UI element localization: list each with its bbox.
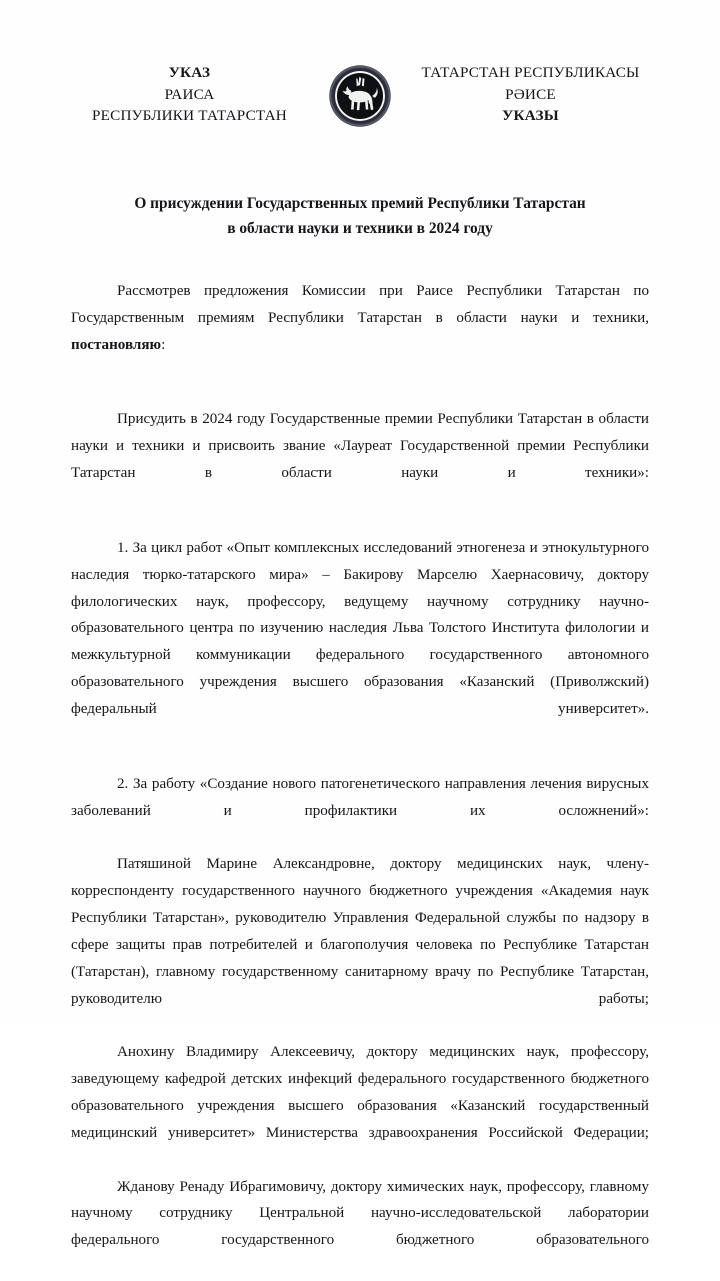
document-title-line-2: в области науки и техники в 2024 году (227, 219, 493, 237)
masthead-right-heading (403, 62, 658, 127)
document-title (90, 192, 630, 242)
paragraph-preamble-text-a: Рассмотрев предложения Комиссии при Раисе Республики Татарстан по Государственным премиям Республики Татарстан в области науки и техники, (71, 282, 649, 326)
paragraph-item-2: 2. За работу «Создание нового патогенетического направления лечения вирусных заболеваний и профилактики их осложнений»: (71, 775, 649, 819)
document-title-line-1: О присуждении Государственных премий Республики Татарстан (134, 195, 586, 212)
paragraph-preamble (71, 278, 649, 385)
paragraph-award-declaration: Присудить в 2024 году Государственные премии Республики Татарстан в области науки и техники и присвоить звание «Лауреат Государственной премии Республики Татарстан в области науки и техники»: (71, 411, 649, 482)
masthead-left-line-3: РЕСПУБЛИКИ ТАТАРСТАН (92, 107, 287, 125)
paragraph-item-1: 1. За цикл работ «Опыт комплексных исследований этногенеза и этнокультурного наследия тюрко-татарского мира» – Бакирову Марселю Хаернасовичу, доктору филологических наук, профессору, ведущему научному сотруднику научно-образовательного центра по изучению наследия Льва Толстого Института филологии и межкультурной коммуникации федерального государственного автономного образовательного учреждения высшего образования «Казанский (Приволжский) федеральный университет». (71, 539, 649, 717)
paragraph-preamble-text-b: : (161, 336, 166, 353)
masthead-right-line-1: ТАТАРСТАН РЕСПУБЛИКАСЫ (421, 64, 640, 81)
masthead-left-line-2: РАИСА (164, 85, 215, 103)
paragraph-preamble-keyword: постановляю (71, 336, 162, 353)
document-masthead (0, 0, 720, 128)
masthead-right-line-2: РӘИСЕ (505, 85, 556, 103)
masthead-left-heading (62, 62, 317, 127)
paragraph-laureate-anokhin: Анохину Владимиру Алексеевичу, доктору медицинских наук, профессору, заведующему кафедрой детских инфекций федерального государственного бюджетного образовательного учреждения высшего образования «Казанский государственный медицинский университет» Министерства здравоохранения Российской Федерации; (71, 1044, 649, 1141)
paragraph-laureate-zhdanov: Жданову Ренаду Ибрагимовичу, доктору химических наук, профессору, главному научному сотруднику Центральной научно-исследовательской лаборатории федерального государственного бюджетного образовательного (71, 1178, 649, 1249)
document-body (71, 278, 649, 1281)
masthead-right-line-3: УКАЗЫ (502, 107, 559, 125)
masthead-left-line-1: УКАЗ (168, 64, 211, 81)
coat-of-arms-icon (328, 64, 392, 128)
paragraph-laureate-patyashina: Патяшиной Марине Александровне, доктору медицинских наук, члену-корреспонденту государственного научного бюджетного учреждения «Академия наук Республики Татарстан», руководителю Управления Федеральной службы по надзору в сфере защиты прав потребителей и благополучия человека по Республике Татарстан (Татарстан), главному государственному санитарному врачу по Республике Татарстан, руководителю работы; (71, 856, 649, 1007)
emblem-container (317, 62, 403, 128)
